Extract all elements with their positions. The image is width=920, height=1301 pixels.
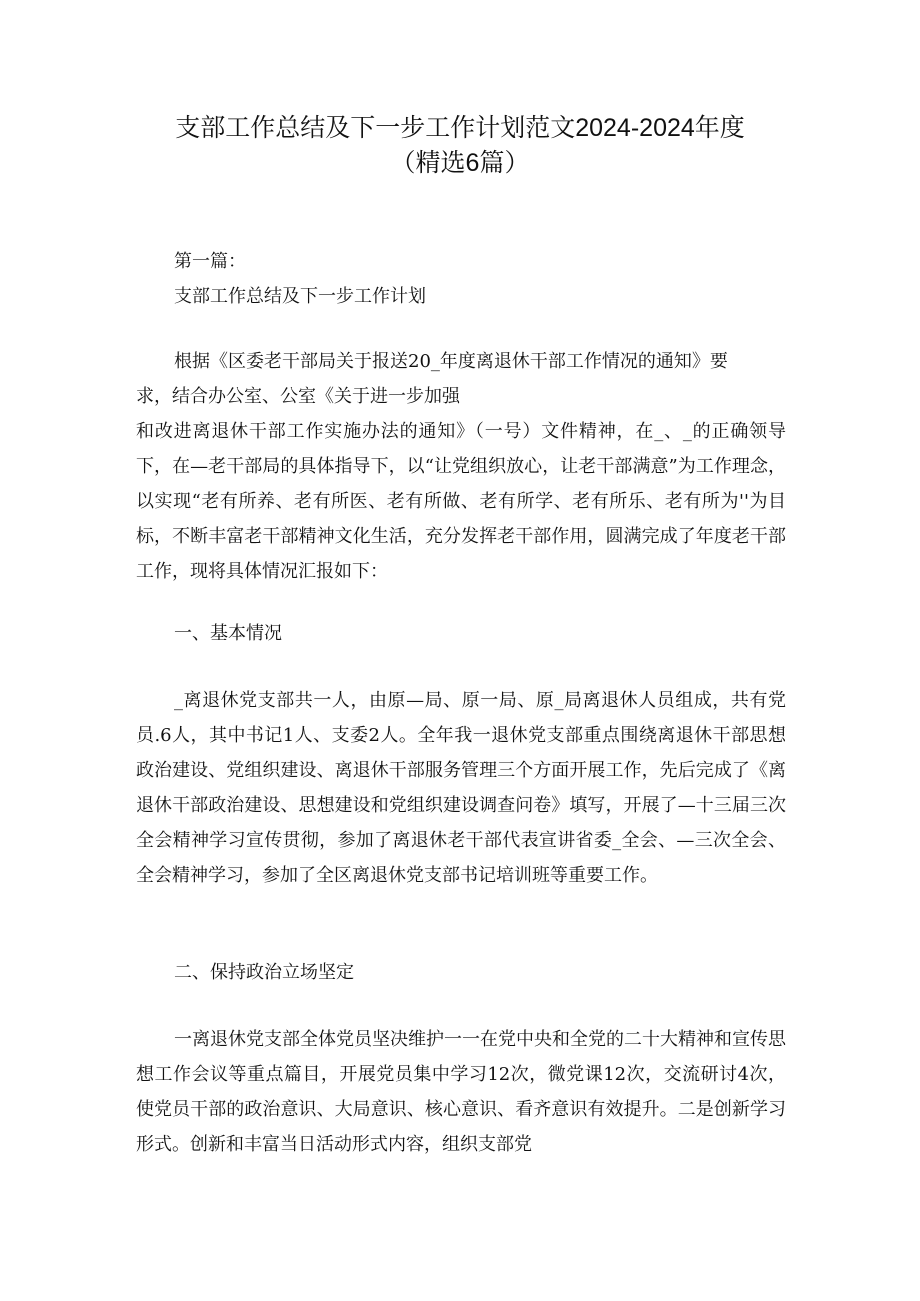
section1-body: _离退休党支部共一人，由原—局、原一局、原_局离退休人员组成，共有党员.6人，其中书记1人、支委2人。全年我一退休党支部重点围绕离退休干部思想政治建设、党组织建设、离退休干部服务管理三个方面开展工作，先后完成了《离退休干部政治建设、思想建设和党组织建设调查问卷》填写，开展了—十三届三次全会精神学习宣传贯彻，参加了离退休老干部代表宣讲省委_全会、—三次全会、全会精神学习，参加了全区离退休党支部书记培训班等重要工作。 [136,690,786,886]
document-title-line1: 支部工作总结及下一步工作计划范文2024-2024年度 [175,114,745,142]
section2-body: 一离退休党支部全体党员坚决维护一一在党中央和全党的二十大精神和宣传思想工作会议等重点篇目，开展党员集中学习12次，微党课12次，交流研讨4次，使党员干部的政治意识、大局意识、核心意识、看齐意识有效提升。二是创新学习形式。创新和丰富当日活动形式内容，组织支部党 [136,1029,786,1155]
section1-heading: 一、基本情况 [174,623,282,644]
section2-heading: 二、保持政治立场坚定 [174,962,354,983]
intro-line2: 求，结合办公室、公室《关于进一步加强 [136,386,460,407]
intro-line1: 根据《区委老干部局关于报送20_年度离退休干部工作情况的通知》要 [174,351,728,372]
part-subtitle: 支部工作总结及下一步工作计划 [174,286,426,307]
intro-paragraph: 和改进离退休干部工作实施办法的通知》（一号）文件精神，在_、_的正确领导下，在—老干部局的具体指导下，以“让党组织放心，让老干部满意”为工作理念，以实现“老有所养、老有所医、老有所做、老有所学、老有所乐、老有所为''为目标，不断丰富老干部精神文化生活，充分发挥老干部作用，圆满完成了年度老干部工作，现将具体情况汇报如下： [136,421,786,582]
part-label: 第一篇： [174,251,246,272]
document-title-line2: （精选6篇） [390,149,530,177]
